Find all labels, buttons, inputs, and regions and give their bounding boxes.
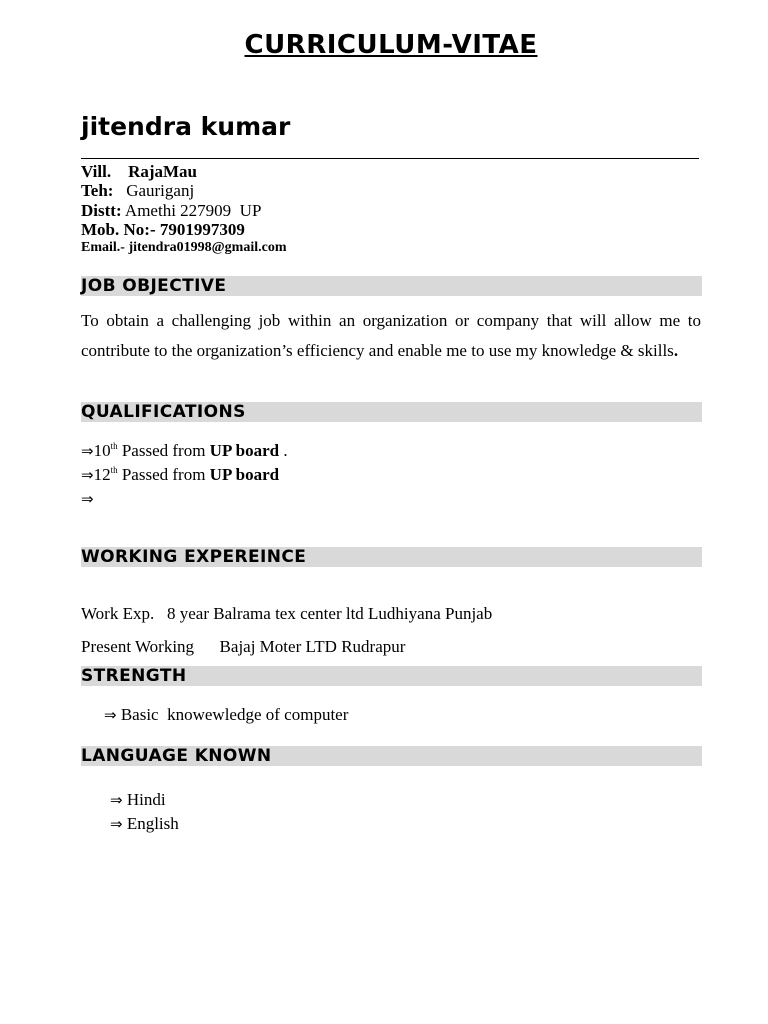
present-working-line: Present Working Bajaj Moter LTD Rudrapur [81,637,406,656]
language-item [110,790,166,810]
tehsil-label: Teh: [81,181,114,200]
strength-text: Basic knowewledge of computer [120,705,349,724]
arrow-bullet-icon: ⇒ [81,466,94,484]
district-label: Distt: [81,201,122,220]
document-title: CURRICULUM-VITAE [244,30,538,60]
qualification-num: 10 [93,441,111,460]
strength-item [104,705,348,725]
qualification-board: UP board [209,441,280,460]
section-language-known: LANGUAGE KNOWN [81,746,702,766]
qualification-sup: th [110,441,118,451]
qualification-item-empty [81,489,94,509]
header-divider [81,158,699,159]
work-experience-line: Work Exp. 8 year Balrama tex center ltd Ludhiyana Punjab [81,604,493,623]
arrow-bullet-icon: ⇒ [81,490,94,508]
objective-text: To obtain a challenging job within an organization or company that will allow me to contribute to the organization’s efficiency and enable me to use my knowledge & skills [81,311,701,360]
tehsil-value: Gauriganj [126,181,195,200]
language-text: Hindi [126,790,166,809]
qualification-sup: th [110,465,118,475]
qualification-text: Passed from [117,465,210,484]
section-job-objective: JOB OBJECTIVE [81,276,702,296]
arrow-bullet-icon: ⇒ [110,815,123,833]
arrow-bullet-icon: ⇒ [110,791,123,809]
qualification-item [81,465,279,485]
village-label: Vill. [81,162,112,181]
address-tehsil [81,181,194,201]
qualification-item [81,441,288,461]
arrow-bullet-icon: ⇒ [104,706,117,724]
district-value: Amethi 227909 UP [124,201,262,220]
section-qualifications: QUALIFICATIONS [81,402,702,422]
section-strength: STRENGTH [81,666,702,686]
village-value: RajaMau [128,162,198,181]
candidate-name: jitendra kumar [81,112,291,141]
qualification-text: Passed from [117,441,210,460]
section-working-experience: WORKING EXPEREINCE [81,547,702,567]
address-village [81,162,197,182]
objective-end: . [673,340,679,360]
email-address: Email.- jitendra01998@gmail.com [81,240,287,255]
address-district [81,201,261,221]
objective-paragraph [81,306,701,365]
qualification-num: 12 [93,465,111,484]
qualification-board: UP board [209,465,280,484]
language-item [110,814,179,834]
arrow-bullet-icon: ⇒ [81,442,94,460]
qualification-tail: . [279,441,288,460]
mobile-number: Mob. No:- 7901997309 [81,220,245,239]
language-text: English [126,814,179,833]
